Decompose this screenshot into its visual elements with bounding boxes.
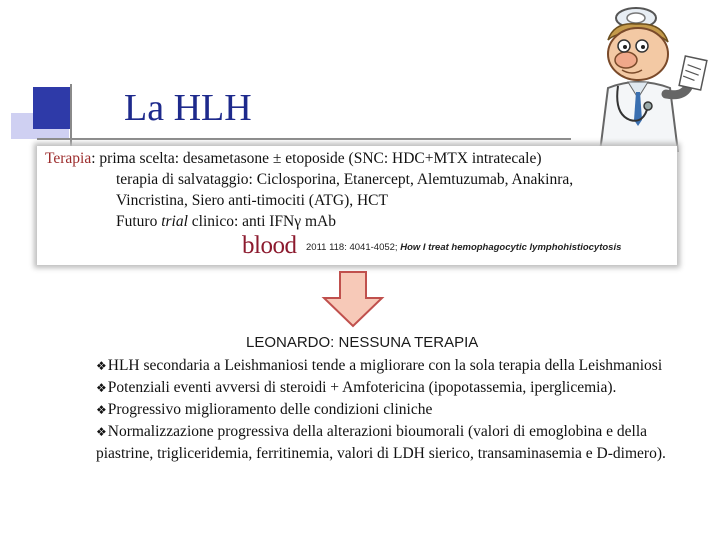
arrow-down-icon xyxy=(320,270,386,328)
diamond-bullet-icon: ❖ xyxy=(96,425,107,439)
therapy-first-choice: : prima scelta: desametasone ± etoposide (SNC: HDC+MTX intratecale) xyxy=(91,150,542,167)
future-trial-italic: trial xyxy=(161,213,188,230)
slide-title: La HLH xyxy=(124,87,252,129)
future-trial-suffix: clinico: anti IFNγ mAb xyxy=(187,213,336,230)
outcome-list xyxy=(96,355,671,464)
decor-blue-square xyxy=(33,87,71,129)
outcome-item-text: HLH secondaria a Leishmaniosi tende a migliorare con la sola terapia della Leishmaniosi xyxy=(107,357,663,374)
outcome-item xyxy=(96,399,671,421)
future-trial-prefix: Futuro xyxy=(116,213,162,230)
outcome-item xyxy=(96,377,671,399)
therapy-panel xyxy=(37,146,677,265)
therapy-first-line xyxy=(45,150,542,168)
diamond-bullet-icon: ❖ xyxy=(96,403,107,417)
citation-article-title: How I treat hemophagocytic lymphohistiocytosis xyxy=(400,242,622,253)
citation-ref: 2011 118: 4041-4052; xyxy=(306,242,401,253)
outcome-item-text: Progressivo miglioramento delle condizioni cliniche xyxy=(107,401,433,418)
doctor-cartoon-icon xyxy=(578,2,716,152)
decor-horizontal-line xyxy=(37,138,571,140)
diamond-bullet-icon: ❖ xyxy=(96,359,107,373)
citation xyxy=(306,242,621,253)
therapy-label: Terapia xyxy=(45,150,92,167)
therapy-salvage-line: terapia di salvataggio: Ciclosporina, Etanercept, Alemtuzumab, Anakinra, xyxy=(116,171,574,188)
outcome-item xyxy=(96,355,671,377)
outcome-item-text: Potenziali eventi avversi di steroidi + Amfotericina (ipopotassemia, iperglicemia). xyxy=(107,379,617,396)
outcome-heading: LEONARDO: NESSUNA TERAPIA xyxy=(246,334,479,351)
blood-journal-logo: blood xyxy=(242,232,297,259)
therapy-salvage-line-cont: Vincristina, Siero anti-timociti (ATG), HCT xyxy=(116,192,388,209)
decor-vertical-line xyxy=(70,84,72,150)
diamond-bullet-icon: ❖ xyxy=(96,381,107,395)
outcome-item xyxy=(96,421,671,464)
therapy-future-trial-line xyxy=(116,213,336,231)
outcome-item-text: Normalizzazione progressiva della alterazioni bioumorali (valori di emoglobina e della piastrine, trigliceridemia, ferritinemia, valori di LDH sierico, transaminasemia e D-dimero). xyxy=(96,423,666,462)
